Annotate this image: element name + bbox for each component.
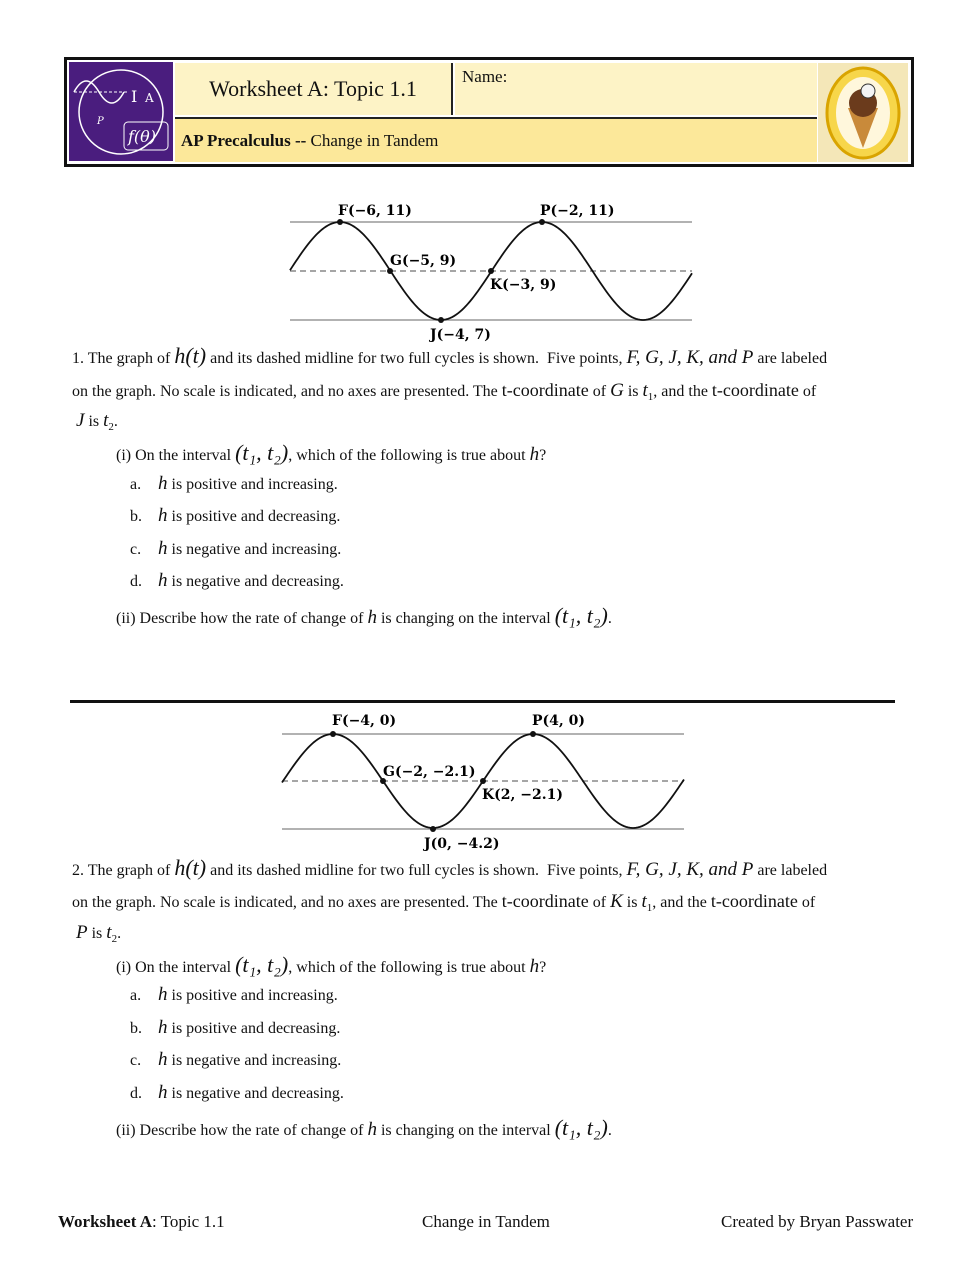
ap-precalc-logo (69, 62, 173, 161)
point-f-label: F(−6, 11) (338, 203, 412, 219)
graph-2 (276, 706, 696, 856)
svg-text:I: I (131, 87, 138, 106)
point-p-label: P(−2, 11) (540, 203, 615, 219)
point-j-label: J(−4, 7) (430, 327, 491, 343)
footer-right: Created by Bryan Passwater (721, 1212, 914, 1231)
p2-line2: on the graph. No scale is indicated, and no axes are presented. The t-coordinate of K is $t_1$, and the t-coordinate of (72, 891, 816, 914)
p1-line3: J is $t_2$. (76, 410, 118, 433)
point-p-label: P(4, 0) (532, 713, 586, 729)
footer-left: Worksheet A: Topic 1.1 (58, 1212, 225, 1231)
point-g-label: G(−2, −2.1) (383, 764, 476, 780)
p2-line3: P is $t_2$. (76, 922, 122, 945)
p2-question-ii: (ii) Describe how the rate of change of h is changing on the interval (t₁, t₂). (116, 1115, 612, 1140)
course-subtitle: AP Precalculus -- Change in Tandem (175, 117, 817, 162)
p2-option-a[interactable]: a. h is positive and increasing. (130, 984, 338, 1005)
section-divider (70, 700, 895, 703)
name-field[interactable] (455, 63, 817, 115)
p1-line2: on the graph. No scale is indicated, and no axes are presented. The t-coordinate of G is $t_1$, and the t-coordinate of (72, 380, 817, 403)
p1-question-ii: (ii) Describe how the rate of change of h is changing on the interval (t₁, t₂). (116, 603, 612, 628)
point-k-label: K(2, −2.1) (482, 787, 563, 803)
mascot-badge (818, 63, 908, 162)
name-label: Name: (462, 67, 508, 86)
graph-1 (280, 195, 700, 345)
p1-option-a[interactable]: a. h is positive and increasing. (130, 473, 338, 494)
svg-text:f(θ): f(θ) (128, 127, 157, 146)
p2-line1: 2. The graph of h(t) and its dashed midline for two full cycles is shown. Five points, F, G, J, K, and P are labeled (72, 855, 828, 880)
point-k-label: K(−3, 9) (490, 277, 557, 293)
p2-question-i: (i) On the interval (t₁, t₂), which of the following is true about h? (116, 952, 547, 977)
p2-option-d[interactable]: d. h is negative and decreasing. (130, 1082, 344, 1103)
point-j-label: J(0, −4.2) (424, 836, 500, 852)
p1-option-c[interactable]: c. h is negative and increasing. (130, 538, 342, 559)
p1-line1: 1. The graph of h(t) and its dashed midline for two full cycles is shown. Five points, F, G, J, K, and P are labeled (72, 343, 828, 368)
p2-option-c[interactable]: c. h is negative and increasing. (130, 1049, 342, 1070)
svg-text:A: A (145, 91, 154, 105)
svg-text:P: P (97, 116, 104, 127)
footer-center: Change in Tandem (422, 1212, 550, 1231)
p1-option-b[interactable]: b. h is positive and decreasing. (130, 505, 341, 526)
point-g-label: G(−5, 9) (390, 253, 457, 269)
worksheet-title: Worksheet A: Topic 1.1 (175, 63, 453, 115)
p1-question-i: (i) On the interval (t₁, t₂), which of the following is true about h? (116, 440, 547, 465)
point-f-label: F(−4, 0) (332, 713, 397, 729)
p1-option-d[interactable]: d. h is negative and decreasing. (130, 570, 344, 591)
p2-option-b[interactable]: b. h is positive and decreasing. (130, 1017, 341, 1038)
